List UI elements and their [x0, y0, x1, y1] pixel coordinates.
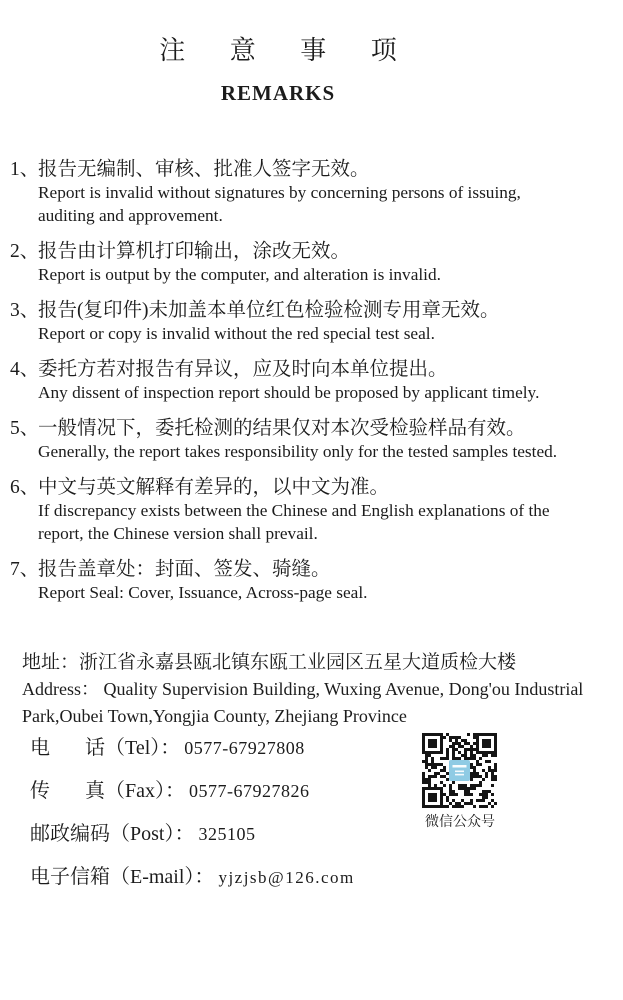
remark-text-cn: 中文与英文解释有差异的，以中文为准。: [38, 477, 390, 498]
remark-item-3: [10, 299, 578, 345]
page-title-chinese: 注 意 事 项: [159, 36, 397, 65]
remark-number: 4、: [10, 359, 40, 380]
contact-row-tel: [30, 736, 420, 762]
wechat-qr-code: [422, 733, 497, 808]
tel-label: 电 话（Tel）：: [30, 737, 181, 759]
contact-row-fax: [30, 779, 420, 805]
remark-body: [38, 476, 578, 545]
remark-text-cn: 一般情况下，委托检测的结果仅对本次受检验样品有效。: [38, 418, 526, 439]
address-english: Address： Quality Supervision Building, Wuxing Avenue, Dong'ou Industrial Park,Oubei Town,Yongjia County, Zhejiang Province: [22, 679, 584, 726]
contact-block: [30, 736, 420, 891]
remark-body: [38, 240, 578, 286]
remark-text-cn: 报告由计算机打印输出，涂改无效。: [38, 241, 351, 262]
email-value: yjzjsb@126.com: [218, 868, 355, 887]
contact-row-post: [30, 822, 420, 848]
remark-text-cn: 委托方若对报告有异议，应及时向本单位提出。: [38, 359, 448, 380]
fax-label: 传 真（Fax）：: [30, 780, 185, 802]
remark-body: [38, 299, 578, 345]
remark-number: 7、: [10, 559, 40, 580]
remark-number: 5、: [10, 418, 40, 439]
remark-body: [38, 358, 578, 404]
remark-body: [38, 417, 578, 463]
remark-text-cn: 报告(复印件)未加盖本单位红色检验检测专用章无效。: [38, 300, 500, 321]
remarks-list: [10, 158, 578, 604]
tel-value: 0577-67927808: [184, 738, 305, 758]
page-header: [0, 0, 556, 106]
remark-number: 3、: [10, 300, 40, 321]
remark-item-4: [10, 358, 578, 404]
remark-text-en: Report is output by the computer, and alteration is invalid.: [38, 265, 441, 284]
remark-text-en: Any dissent of inspection report should be proposed by applicant timely.: [38, 383, 540, 402]
remark-text-en: Generally, the report takes responsibility only for the tested samples tested.: [38, 442, 558, 461]
page-title-english: REMARKS: [220, 81, 336, 105]
remark-body: [38, 558, 578, 604]
remark-item-1: [10, 158, 578, 227]
remark-text-en: If discrepancy exists between the Chinese and English explanations of the report, the Chinese version shall prevail.: [38, 501, 550, 543]
remark-item-2: [10, 240, 578, 286]
remark-item-5: [10, 417, 578, 463]
remark-text-en: Report Seal: Cover, Issuance, Across-page seal.: [38, 583, 368, 602]
qr-caption: 微信公众号: [425, 815, 495, 830]
remark-item-7: [10, 558, 578, 604]
email-label: 电子信箱（E-mail）：: [30, 866, 215, 888]
contact-row-email: [30, 865, 420, 891]
remark-item-6: [10, 476, 578, 545]
remark-number: 2、: [10, 241, 40, 262]
remark-text-cn: 报告无编制、审核、批准人签字无效。: [38, 159, 370, 180]
remark-number: 1、: [10, 159, 40, 180]
wechat-qr-block: [422, 733, 498, 831]
post-label: 邮政编码（Post）：: [30, 823, 195, 845]
address-block: [22, 649, 618, 730]
address-chinese: 地址：浙江省永嘉县瓯北镇东瓯工业园区五星大道质检大楼: [22, 652, 517, 673]
post-value: 325105: [198, 824, 256, 844]
remark-number: 6、: [10, 477, 40, 498]
remark-text-en: Report or copy is invalid without the red special test seal.: [38, 324, 435, 343]
remark-body: [38, 158, 578, 227]
remark-text-cn: 报告盖章处：封面、签发、骑缝。: [38, 559, 331, 580]
fax-value: 0577-67927826: [189, 781, 310, 801]
remark-text-en: Report is invalid without signatures by concerning persons of issuing, auditing and approvement.: [38, 183, 521, 225]
